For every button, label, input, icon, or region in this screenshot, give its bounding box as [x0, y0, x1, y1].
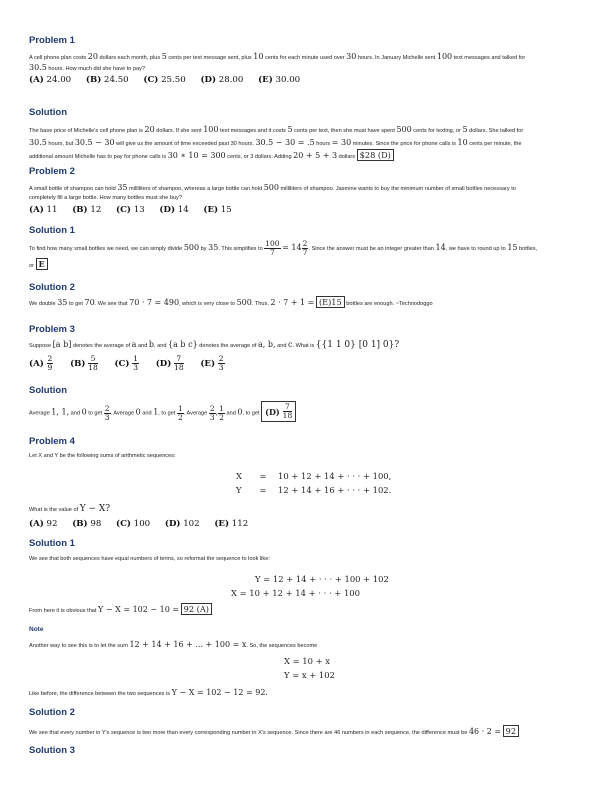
option-e: (E) 112 — [214, 519, 249, 529]
problem-4-text: Let X and Y be the following sums of arithmetic sequences: — [29, 453, 176, 459]
option-c: (C) $\frac{1}{3}$ — [114, 354, 138, 372]
option-e: (E) 30.00 — [258, 75, 301, 85]
note-equation-y: Y = x + 102 — [284, 670, 335, 680]
equation-x: X = 10 + 12 + 14 + · · · + 100, — [236, 471, 392, 481]
equation-y: Y = 12 + 14 + 16 + · · · + 102. — [236, 485, 392, 495]
note-equation-x: X = 10 + x — [284, 656, 331, 666]
problem-2-solution-1-title: Solution 1 — [29, 225, 75, 236]
option-e: (E) 15 — [203, 205, 232, 215]
solution-equation-y: Y = 12 + 14 + · · · + 100 + 102 — [255, 574, 389, 584]
note-text: Another way to see this is to let the sum 12 + 14 + 16 + ... + 100 = x. So, the sequences become — [29, 640, 318, 649]
option-c: (C) 13 — [116, 205, 145, 215]
problem-4-solution-1-text: We see that both sequences have equal numbers of terms, so reformat the sequence to look like: — [29, 556, 270, 562]
option-d: (D) 14 — [159, 205, 189, 215]
problem-2-title: Problem 2 — [29, 166, 75, 177]
problem-2-text: A small bottle of shampoo can hold 35 milliliters of shampoo, whereas a large bottle can hold 500 milliliters of shampoo. Jasmine wants to buy the minimum number of small bottles necessary to completely fill a large bottle. How many bottles must she buy? — [29, 183, 516, 201]
note-title: Note — [29, 626, 44, 633]
problem-3-solution-text: Average 1, 1, and 0 to get $\frac{2}{3}$ . Average 0 and 1, to get $\frac{1}{2}$ . Average $\frac{2}{3}$ , $\frac{1}{2}$ and 0, to get (D) $\frac{7}{18}$ — [29, 401, 579, 422]
option-e: (E) $\frac{2}{3}$ — [200, 354, 224, 372]
problem-1-solution-title: Solution — [29, 107, 67, 118]
answer-box: (D) $\frac{7}{18}$ — [261, 401, 296, 422]
note-conclusion: Like before, the difference between the two sequences is Y − X = 102 − 12 = 92. — [29, 688, 268, 697]
problem-4-solution-3-title: Solution 3 — [29, 745, 75, 756]
option-d: (D) 28.00 — [200, 75, 244, 85]
problem-2-solution-2-title: Solution 2 — [29, 282, 75, 293]
problem-1-solution-text: The base price of Michelle's cell phone plan is 20 dollars. If she sent 100 text messages and it costs 5 cents per text, then she must have spent 500 cents for texting, or 5 dollars. She talked for 30.5 hours, but 30.5 − 30 will give us the amount of time exceeded past 30 hours. 30.5 − 30 = .5 hours = 30 minutes. Since the price for phone calls is 10 cents per minute, the additional amount Michelle has to pay for phone calls is 30 ∗ 10 = 300 cents, or 3 dollars. Adding 20 + 5 + 3 dollars $28 (D) — [29, 125, 524, 160]
answer-box: (E)15 — [316, 296, 345, 308]
option-a: (A) $\frac{2}{9}$ — [29, 354, 53, 372]
problem-1-options — [29, 75, 312, 85]
problem-4-solution-1-conclusion: From here it is obvious that Y − X = 102 − 10 = 92 (A) — [29, 605, 579, 616]
problem-4-solution-2-title: Solution 2 — [29, 707, 75, 718]
option-a: (A) 24.00 — [29, 75, 72, 85]
answer-box: 92 (A) — [181, 603, 212, 615]
option-c: (C) 25.50 — [143, 75, 186, 85]
problem-4-solution-2-text: We see that every number in Y's sequence is two more than every corresponding number in X's sequence. Since there are 46 numbers in each sequence, the difference must be 46 · 2 = 92 — [29, 727, 589, 738]
problem-2-options — [29, 205, 244, 215]
option-b: (B) 98 — [72, 519, 102, 529]
solution-equation-x: X = 10 + 12 + 14 + · · · + 100 — [231, 588, 360, 598]
problem-3-solution-title: Solution — [29, 385, 67, 396]
option-c: (C) 100 — [116, 519, 151, 529]
option-b: (B) $\frac{5}{18}$ — [70, 354, 98, 372]
problem-2-solution-2-text: We double 35 to get 70. We see that 70 · 7 = 490, which is very close to 500. Thus, 2 · 7 + 1 = (E)15 bottles are enough. ~Technodoggo — [29, 297, 433, 307]
option-a: (A) 11 — [29, 205, 58, 215]
problem-2-solution-1-text: To find how many small bottles we need, we can simply divide 500 by 35. This simplifies to $\frac{100}{7}$ = 14 $\frac{2}{7}$ . Since the answer must be an integer greater than 14, we have to round up to 15 bottles, or E — [29, 239, 538, 269]
problem-4-title: Problem 4 — [29, 436, 75, 447]
option-a: (A) 92 — [29, 519, 58, 529]
answer-box: 92 — [503, 725, 519, 737]
option-b: (B) 24.50 — [85, 75, 129, 85]
answer-box: E — [36, 258, 48, 270]
option-b: (B) 12 — [72, 205, 102, 215]
problem-1-text: A cell phone plan costs 20 dollars each month, plus 5 cents per text message sent, plus 10 cents for each minute used over 30 hours. In January Michelle sent 100 text messages and talked for 30.5 hours. How much did she have to pay? — [29, 52, 526, 72]
problem-1-title: Problem 1 — [29, 35, 75, 46]
option-d: (D) $\frac{7}{18}$ — [155, 354, 184, 372]
answer-box: $28 (D) — [357, 149, 394, 161]
problem-4-options — [29, 519, 260, 529]
option-d: (D) 102 — [164, 519, 200, 529]
problem-4-question: What is the value of Y − X? — [29, 504, 111, 514]
problem-3-title: Problem 3 — [29, 324, 75, 335]
problem-4-solution-1-title: Solution 1 — [29, 538, 75, 549]
problem-3-text: Suppose [a b] denotes the average of a and b, and {a b c} denotes the average of a, b, and c. What is {{1 1 0} [0 1] 0}? — [29, 340, 400, 350]
problem-3-options — [29, 355, 239, 372]
